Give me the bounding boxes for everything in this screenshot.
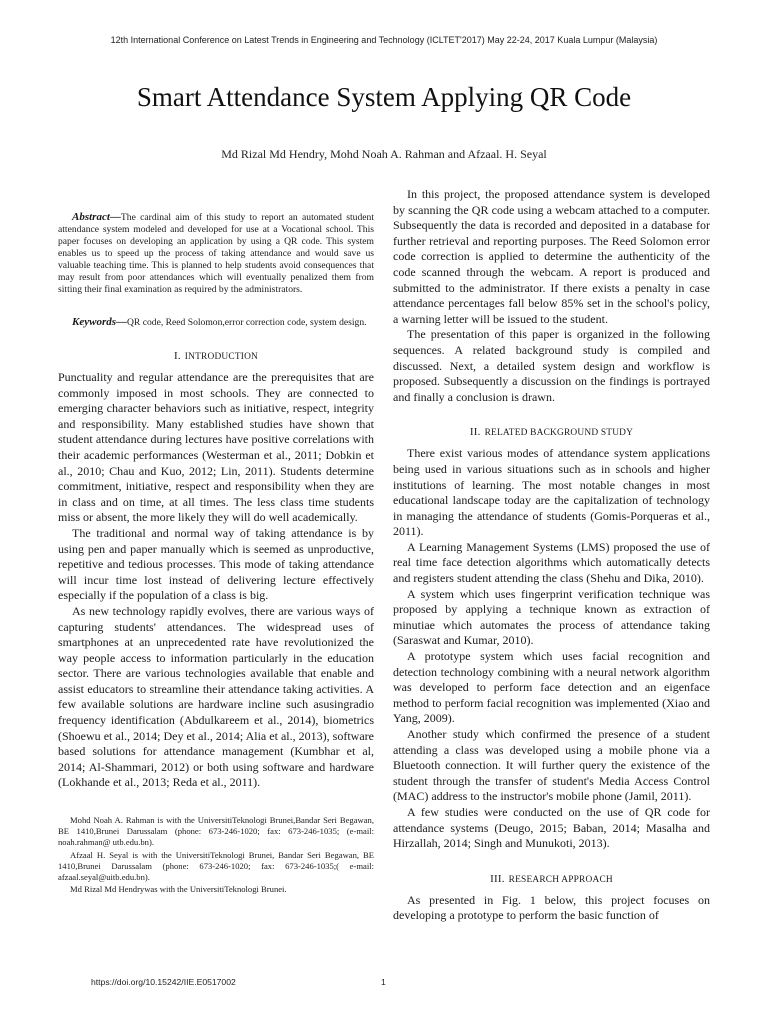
doi-link[interactable]: https://doi.org/10.15242/IIE.E0517002 — [91, 977, 236, 987]
section-heading-research — [393, 872, 710, 887]
page-number: 1 — [381, 977, 386, 987]
section-title: INTRODUCTION — [184, 352, 259, 362]
section-title: RESEARCH APPROACH — [508, 874, 613, 885]
running-header: 12th International Conference on Latest Trends in Engineering and Technology (ICLTET'2017) May 22-24, 2017 Kuala Lumpur (Malaysia) — [110, 35, 658, 45]
body-paragraph: The presentation of this paper is organized in the following sequences. A related background study is compiled and discussed. Next, a detailed system design and workflow is proposed. Subsequently a discussion on the findings is portrayed and finally a conclusion is drawn. — [393, 327, 710, 404]
right-column — [393, 187, 710, 924]
footnote: Md Rizal Md Hendrywas with the UniversitiTeknologi Brunei. — [70, 884, 287, 895]
body-paragraph: A system which uses fingerprint verification technique was proposed by applying a technique known as extraction of minutiae which automates the process of attendance taking (Saraswat and Kumar, 2010). — [393, 586, 710, 648]
body-paragraph: A few studies were conducted on the use of QR code for attendance systems (Deugo, 2015; Baban, 2014; Masalha and Hirzallah, 2014; Singh and Munukoti, 2013). — [393, 804, 710, 851]
body-paragraph: As presented in Fig. 1 below, this project focuses on developing a prototype to perform the basic function of — [393, 892, 710, 923]
section-number: I. — [173, 350, 181, 362]
body-paragraph: A prototype system which uses facial recognition and detection technology combining with a neural network algorithm was developed to perform face detection and an eigenface method to perform facial recognition was implemented (Xiao and Yang, 2009). — [393, 649, 710, 726]
body-paragraph: As new technology rapidly evolves, there are various ways of capturing students' attendances. The widespread uses of smartphones at an unprecedented rate have revolutionized the way people access to information particularly in the education sector. There are various technologies available that enable and assist educators to streamline their attendance taking activities. A few available solutions are hardware incline such asusingradio frequency identification (Abdulkareem et al., 2014), biometrics (Shoewu et al., 2014; Dey et al., 2014; Alia et al., 2013), software based solutions for attendance management (Kumbhar et al, 2014; Al-Shammari, 2012) or both using software and hardware (Lokhande et al., 2013; Reda et al., 2011). — [58, 603, 374, 790]
keywords — [58, 316, 374, 329]
body-paragraph: Another study which confirmed the presence of a student attending a class was developed using a mobile phone via a Bluetooth connection. It will further query the existence of the student through the transfer of student's Media Access Control (MAC) address to the instructor's mobile phone (Jamil, 2011). — [393, 727, 710, 804]
left-column — [58, 187, 374, 896]
abstract-text: The cardinal aim of this study to report an automated student attendance system modeled and developed for use at a Vocational school. This paper focuses on developing an application by using a QR code. This system enables us to speed up the process of taking attendance and would save us valuable teaching time. This is planned to help students avoid consequences that may result from poor attendances which will eventually penalized them from sitting their final examination as required by the administrators. — [58, 212, 374, 295]
body-paragraph: In this project, the proposed attendance system is developed by scanning the QR code using a webcam attached to a computer. Subsequently the data is recorded and deposited in a database for further retrieval and reporting purposes. The Reed Solomon error code correction is applied to determine the authenticity of the code scanned through the webcam. A report is produced and submitted to the administrator. If there exists a penalty in case attendance percentages fall below 85% set in the school's policy, a warning letter will be issued to the student. — [393, 187, 710, 326]
section-number: III. — [490, 872, 505, 885]
keywords-text: QR code, Reed Solomon,error correction code, system design. — [127, 317, 367, 328]
body-paragraph: A Learning Management Systems (LMS) proposed the use of real time face detection algorithms which automatically detects and registers student attending the class (Shehu and Dika, 2010). — [393, 539, 710, 586]
author-footnotes — [58, 815, 374, 895]
author-list: Md Rizal Md Hendry, Mohd Noah A. Rahman and Afzaal. H. Seyal — [221, 147, 547, 161]
body-paragraph: There exist various modes of attendance system applications being used in various situations such as in schools and higher institutions of learning. The most notable changes in most educational landscape today are the capitalization of technology in managing the attendance of students (Gomis-Porqueras et al., 2011). — [393, 446, 710, 539]
body-paragraph: The traditional and normal way of taking attendance is by using pen and paper manually which is seemed as unproductive, repetitive and tedious processes. This mode of taking attendance will incur time lost instead of delivering lecture effectively especially if the population of a class is big. — [58, 525, 374, 603]
section-heading-introduction — [58, 349, 374, 364]
abstract-label: Abstract— — [72, 211, 121, 223]
section-number: II. — [469, 426, 481, 439]
footnote: Afzaal H. Seyal is with the UniversitiTeknologi Brunei, Bandar Seri Begawan, BE 1410,Brunei Darussalam (phone: 673-246-1020; fax: 673-246-1035;( e-mail: afzaal.seyal@uitb.edu.bn). — [58, 849, 374, 883]
abstract — [58, 211, 374, 296]
section-heading-background — [393, 425, 710, 440]
body-paragraph: Punctuality and regular attendance are the prerequisites that are commonly imposed in most schools. They are connected to emerging character behaviors such as initiative, respect, integrity and responsibility. Many established studies have shown that student attendance during lectures have positive correlations with their academic performances (Westerman et al., 2011; Dobkin et al., 2010; Chau and Kuo, 2012; Lin, 2011). Students determine commitment, initiative, respect and responsibility when they are in class and on time, at all times. The less class time students miss or absent, the more likely they will do well academically. — [58, 370, 374, 525]
keywords-label: Keywords— — [72, 316, 127, 328]
paper-title: Smart Attendance System Applying QR Code — [136, 82, 632, 112]
section-title: RELATED BACKGROUND STUDY — [484, 428, 634, 439]
footnote: Mohd Noah A. Rahman is with the UniversitiTeknologi Brunei,Bandar Seri Begawan, BE 1410,Brunei Darussalam (phone: 673-246-1020; fax: 673-246-1035; (e-mail: noah.rahman@ utb.edu.bn). — [58, 815, 374, 848]
